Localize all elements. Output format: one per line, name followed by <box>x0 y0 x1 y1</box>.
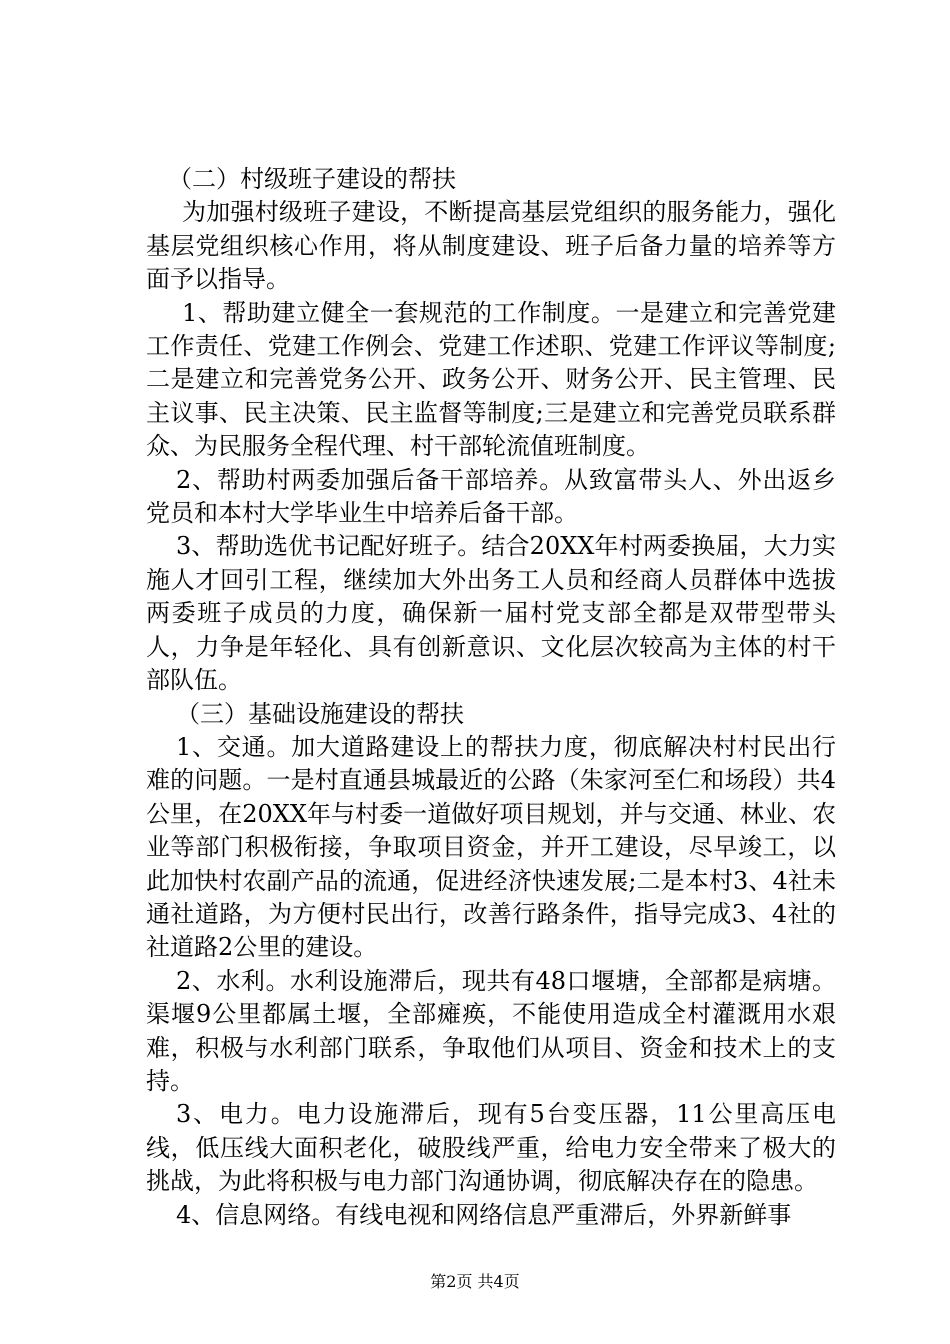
section-heading-village-team: （二）村级班子建设的帮扶 <box>168 165 456 193</box>
page-number-footer: 第2页 共4页 <box>430 1272 520 1291</box>
paragraph-information-network: 4、信息网络。有线电视和网络信息严重滞后，外界新鲜事 <box>176 1200 792 1229</box>
paragraph-electric-power: 3、电力。电力设施滞后，现有5台变压器，11公里高压电线，低压线大面积老化，破股线严重，给电力安全带来了极大的挑战，为此将积极与电力部门沟通协调，彻底解决存在的隐患。 <box>146 1100 836 1196</box>
paragraph-transport: 1、交通。加大道路建设上的帮扶力度，彻底解决村村民出行难的问题。一是村直通县城最近的公路（朱家河至仁和场段）共4公里，在20XX年与村委一道做好项目规划，并与交通、林业、农业等部门积极衔接，争取项目资金，并开工建设，尽早竣工，以此加快村农副产品的流通，促进经济快速发展;二是本村3、4社未通社道路，为方便村民出行，改善行路条件，指导完成3、4社的社道路2公里的建设。 <box>146 732 836 962</box>
section-heading-infrastructure: （三）基础设施建设的帮扶 <box>176 699 464 728</box>
paragraph-select-secretary: 3、帮助选优书记配好班子。结合20XX年村两委换届，大力实施人才回引工程，继续加大外出务工人员和经商人员群体中选拔两委班子成员的力度，确保新一届村党支部全都是双带型带头人，力争是年轻化、具有创新意识、文化层次较高为主体的村干部队伍。 <box>146 532 836 695</box>
paragraph-work-system: 1、帮助建立健全一套规范的工作制度。一是建立和完善党建工作责任、党建工作例会、党建工作述职、党建工作评议等制度;二是建立和完善党务公开、政务公开、财务公开、民主管理、民主议事、民主决策、民主监督等制度;三是建立和完善党员联系群众、为民服务全程代理、村干部轮流值班制度。 <box>146 298 836 461</box>
document-body <box>146 163 836 1232</box>
paragraph-team-intro: 为加强村级班子建设，不断提高基层党组织的服务能力，强化基层党组织核心作用，将从制度建设、班子后备力量的培养等方面予以指导。 <box>146 198 836 294</box>
paragraph-water-conservancy: 2、水利。水利设施滞后，现共有48口堰塘，全部都是病塘。渠堰9公里都属土堰，全部瘫痪，不能使用造成全村灌溉用水艰难，积极与水利部门联系，争取他们从项目、资金和技术上的支持。 <box>146 966 836 1095</box>
paragraph-reserve-cadres: 2、帮助村两委加强后备干部培养。从致富带头人、外出返乡党员和本村大学毕业生中培养后备干部。 <box>146 465 836 528</box>
